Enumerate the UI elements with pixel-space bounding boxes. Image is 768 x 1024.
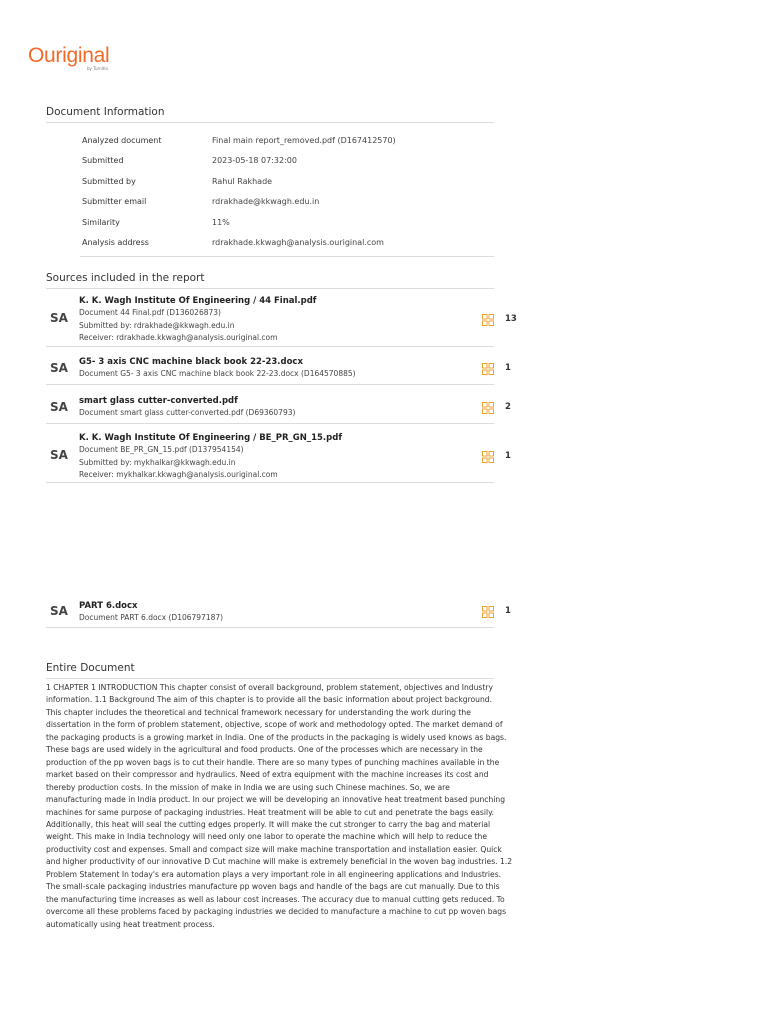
info-value: 11%	[212, 218, 230, 227]
grid-icon[interactable]	[482, 451, 494, 463]
source-body	[79, 395, 295, 420]
source-item[interactable]	[46, 356, 511, 385]
source-title: G5- 3 axis CNC machine black book 22-23.docx	[79, 357, 303, 367]
source-line: Submitted by: mykhalkar@kkwagh.edu.in	[79, 457, 236, 467]
source-item[interactable]	[46, 432, 511, 483]
document-line: weight. This make in India technology will need only one labor to operate the machine which will help to reduce the	[46, 832, 487, 842]
source-line: Document PART 6.docx (D106797187)	[79, 613, 224, 622]
info-label: Submitted	[82, 156, 124, 165]
source-badge: SA	[50, 361, 68, 375]
document-line: manufacturing made in India product. In our project we will be developing an innovative heat treatment based punching	[46, 795, 506, 805]
ouriginal-logo	[28, 44, 110, 71]
document-line: market based on their compressor and hydraulics. Need of extra equipment with the machine increases its cost and	[46, 770, 489, 780]
match-count: 1	[505, 606, 511, 616]
source-title: K. K. Wagh Institute Of Engineering / 44 Final.pdf	[79, 296, 317, 306]
grid-icon[interactable]	[482, 402, 494, 414]
info-label: Similarity	[82, 218, 120, 227]
grid-icon[interactable]	[482, 606, 494, 618]
info-label: Submitted by	[82, 177, 136, 186]
source-badge: SA	[50, 400, 68, 414]
source-item[interactable]	[46, 295, 517, 347]
match-count: 2	[505, 402, 511, 412]
source-body	[79, 600, 223, 625]
source-title: K. K. Wagh Institute Of Engineering / BE_PR_GN_15.pdf	[79, 433, 343, 443]
source-line: Document smart glass cutter-converted.pdf (D69360793)	[79, 408, 296, 417]
source-badge: SA	[50, 311, 68, 325]
document-line: the manufacturing time increases as well as labour cost increases. The accuracy due to manual cutting gets reduced. To	[46, 894, 505, 904]
source-badge: SA	[50, 448, 68, 462]
source-line: Receiver: rdrakhade.kkwagh@analysis.ouriginal.com	[79, 333, 278, 342]
source-title: PART 6.docx	[79, 601, 138, 611]
source-body	[79, 432, 342, 482]
document-line: These bags are used widely in the agricultural and food products. One of the processes which are necessary in the	[46, 745, 483, 755]
document-line: thereby production costs. In the mission of make in India we are using such Chinese machines. So, we are	[46, 782, 450, 792]
match-count: 13	[505, 314, 517, 324]
document-line: and higher productivity of our innovative D Cut machine will make is extremely beneficial in the woven bag industries. 1.2	[46, 857, 513, 867]
sources-heading: Sources included in the report	[46, 272, 494, 289]
document-line: automatically using heat treatment process.	[46, 919, 215, 929]
grid-icon[interactable]	[482, 363, 494, 375]
source-item[interactable]	[46, 600, 511, 628]
info-value: Final main report_removed.pdf (D167412570)	[212, 136, 396, 145]
source-body	[79, 295, 317, 345]
source-line: Document 44 Final.pdf (D136026873)	[79, 308, 221, 317]
document-line: machines for same purpose of packaging industries. Heat treatment will be able to cut and penetrate the bags easily.	[46, 807, 494, 817]
info-value: rdrakhade@kkwagh.edu.in	[212, 197, 320, 206]
document-line: production of the pp woven bags is to cut their handle. There are so many types of punching machines available in the	[46, 757, 500, 767]
document-line: The small-scale packaging industries manufacture pp woven bags and handle of the bags are cut manually. Due to this	[46, 882, 500, 892]
document-line: Problem Statement In today's era automation plays a very important role in all engineering applications and Industries.	[46, 869, 502, 879]
document-line: dissertation in the form of problem statement, objective, scope of work and methodology opted. The market demand of	[46, 720, 503, 730]
entire-document-text	[46, 682, 526, 931]
document-information-heading: Document Information	[46, 106, 494, 123]
logo-byline: by Turnitin	[87, 66, 108, 71]
match-count: 1	[505, 451, 511, 461]
source-badge: SA	[50, 604, 68, 618]
document-line: This chapter includes the theoretical and technical framework necessary for understanding the work during the	[46, 707, 471, 717]
info-value: 2023-05-18 07:32:00	[212, 156, 297, 165]
info-value: rdrakhade.kkwagh@analysis.ouriginal.com	[212, 238, 384, 247]
document-line: information. 1.1 Background The aim of this chapter is to provide all the basic information about project background.	[46, 695, 493, 705]
source-body	[79, 356, 356, 381]
info-label: Submitter email	[82, 197, 147, 206]
entire-document-heading: Entire Document	[46, 662, 494, 679]
document-line: overcome all these problems faced by packaging industries we decided to manufacture a machine to cut pp woven bags	[46, 907, 507, 917]
source-item[interactable]	[46, 395, 511, 424]
document-line: the packaging products is a growing market in India. One of the products in the packaging is widely used knows as bags.	[46, 732, 507, 742]
info-label: Analysis address	[82, 238, 149, 247]
source-title: smart glass cutter-converted.pdf	[79, 396, 238, 406]
document-line: 1 CHAPTER 1 INTRODUCTION This chapter consist of overall background, problem statement, objectives and Industry	[46, 683, 493, 692]
logo-wordmark: Ouriginal	[28, 44, 110, 67]
document-line: Additionally, this heat will seal the cutting edges properly. It will make the cut stronger to carry the bag and material	[46, 819, 491, 829]
source-line: Document G5- 3 axis CNC machine black book 22-23.docx (D164570885)	[79, 369, 356, 378]
match-count: 1	[505, 363, 511, 373]
info-label: Analyzed document	[82, 136, 162, 145]
source-line: Receiver: mykhalkar.kkwagh@analysis.ouriginal.com	[79, 470, 278, 479]
source-line: Submitted by: rdrakhade@kkwagh.edu.in	[79, 320, 235, 330]
grid-icon[interactable]	[482, 314, 494, 326]
document-line: productivity cost and expenses. Small and compact size will make machine transportation and installation easier. Quick	[46, 844, 502, 854]
source-line: Document BE_PR_GN_15.pdf (D137954154)	[79, 445, 244, 454]
info-value: Rahul Rakhade	[212, 177, 273, 186]
